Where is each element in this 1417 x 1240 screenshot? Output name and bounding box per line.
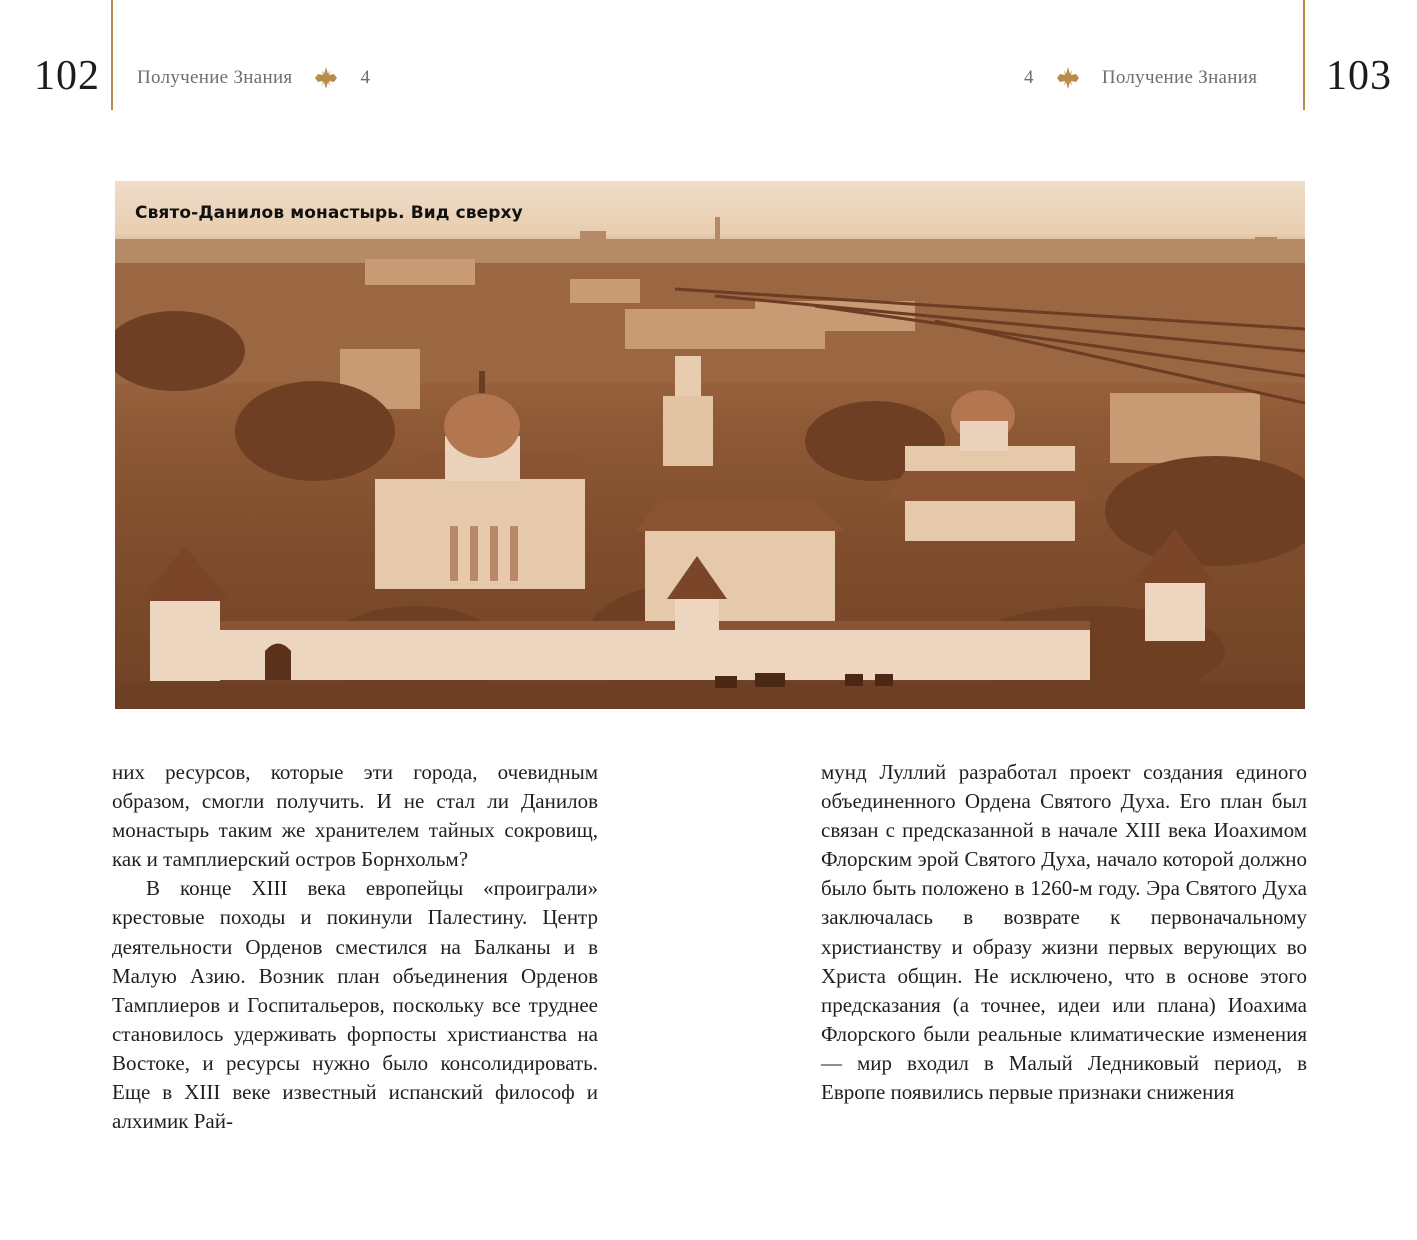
page-number-right: 103 bbox=[1326, 53, 1392, 99]
running-title-left: Получение Знания bbox=[137, 67, 293, 88]
text-column-left bbox=[112, 758, 598, 1136]
running-header-right bbox=[1024, 66, 1257, 90]
chapter-number-left: 4 bbox=[360, 67, 371, 88]
cross-pattee-icon bbox=[1056, 66, 1080, 90]
header-rule-left bbox=[111, 0, 113, 110]
photo-caption: Свято-Данилов монастырь. Вид сверху bbox=[135, 203, 523, 223]
monastery-illustration bbox=[115, 181, 1305, 709]
text-column-right bbox=[821, 758, 1307, 1107]
cross-pattee-icon bbox=[314, 66, 338, 90]
chapter-number-right: 4 bbox=[1024, 67, 1034, 88]
monastery-photo bbox=[115, 181, 1305, 709]
running-title-right: Получение Знания bbox=[1101, 67, 1258, 88]
paragraph: В конце XIII века европейцы «проиграли» крестовые походы и покинули Палестину. Центр деятельности Орденов сместился на Балканы и в Малую Азию. Возник план объединения Орденов Тамплиеров и Госпитальеров, поскольку все труднее становилось удерживать форпосты христианства на Востоке, и ресурсы нужно было консолидировать. Еще в XIII веке известный испанский философ и алхимик Рай- bbox=[112, 876, 598, 1134]
paragraph: мунд Луллий разработал проект создания единого объединенного Ордена Святого Духа. Его план был связан с предсказанной в начале XIII века Иоахимом Флорским эрой Святого Духа, начало которой должно было быть положено в 1260-м году. Эра Святого Духа заключалась в возврате к первоначальному христианству и образу жизни первых верующих во Христа общин. Не исключено, что в основе этого предсказания (а точнее, идеи или плана) Иоахима Флорского были реальные климатические изменения — мир входил в Малый Ледниковый период, в Европе появились первые признаки снижения bbox=[821, 760, 1307, 1105]
page-number-left: 102 bbox=[34, 53, 100, 99]
paragraph: них ресурсов, которые эти города, очевидным образом, смогли получить. И не стал ли Данилов монастырь таким же хранителем тайных сокровищ, как и тамплиерский остров Борнхольм? bbox=[112, 760, 598, 872]
running-header-left bbox=[137, 66, 370, 90]
header-rule-right bbox=[1303, 0, 1305, 110]
